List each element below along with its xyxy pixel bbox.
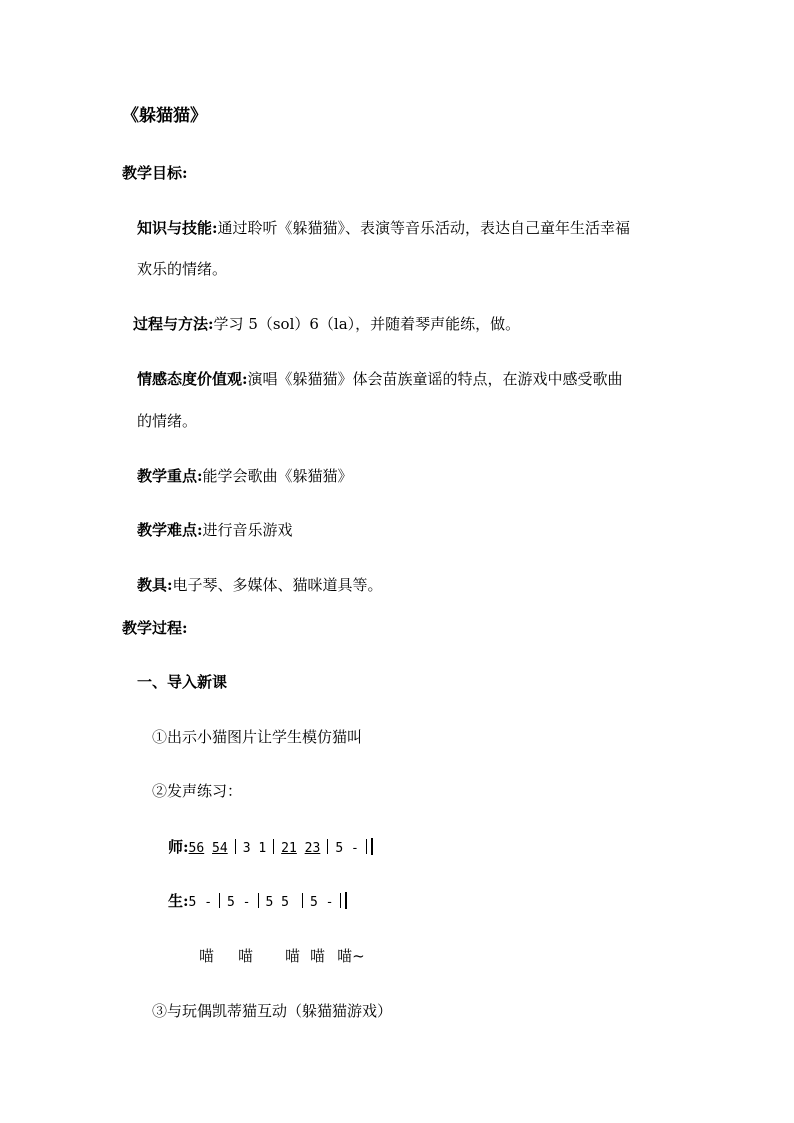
knowledge-label: 知识与技能:: [137, 219, 218, 237]
key-point-label: 教学重点:: [137, 467, 203, 485]
tools-paragraph: [137, 575, 383, 595]
objectives-heading: 教学目标:: [122, 164, 188, 182]
difficulty-paragraph: [137, 520, 293, 540]
bar-line: [327, 839, 328, 854]
process-heading: 教学过程:: [122, 619, 188, 637]
notation-note-group: 56: [188, 841, 205, 856]
tools-label: 教具:: [137, 576, 173, 594]
bar-line: [340, 893, 341, 908]
student-label: 生:: [168, 892, 189, 910]
process-method-label: 过程与方法:: [133, 315, 214, 333]
notation-measure: 5 -: [310, 895, 334, 910]
lyric-syllable: 喵: [310, 947, 326, 965]
lyric-syllable: 喵: [238, 947, 254, 965]
key-point-paragraph: [137, 466, 353, 486]
section1-step1: ①出示小猫图片让学生模仿猫叫: [152, 728, 363, 746]
lyric-syllable: 喵: [285, 947, 301, 965]
student-notation-row: [168, 891, 347, 913]
difficulty-label: 教学难点:: [137, 521, 203, 539]
bar-line: [235, 839, 236, 854]
notation-measure: 3 1: [242, 841, 267, 856]
section1-step2: ②发声练习：: [152, 782, 243, 800]
tools-text: 电子琴、多媒体、猫咪道具等。: [172, 576, 383, 594]
lyric-syllable: 喵: [199, 947, 215, 965]
document-title: 《躲猫猫》: [122, 106, 207, 126]
emotion-label: 情感态度价值观:: [137, 370, 248, 388]
section1-step3: ③与玩偶凯蒂猫互动（躲猫猫游戏）: [152, 1002, 393, 1020]
knowledge-text: 通过聆听《躲猫猫》、表演等音乐活动，表达自己童年生活幸福: [217, 219, 631, 237]
knowledge-paragraph: [137, 218, 630, 238]
lyric-syllable: 喵~: [337, 947, 365, 965]
emotion-text-continued: 的情绪。: [137, 412, 198, 430]
notation-measure: 5 -: [335, 841, 359, 856]
notation-measure: [189, 841, 228, 856]
notation-note-group: 54: [212, 841, 228, 856]
process-method-text: 学习 5（sol）6（la），并随着琴声能练，做。: [213, 315, 521, 333]
knowledge-text-continued: 欢乐的情绪。: [137, 260, 228, 278]
emotion-paragraph: [137, 369, 623, 389]
bar-line: [302, 893, 303, 908]
bar-line: [219, 893, 220, 908]
key-point-text: 能学会歌曲《躲猫猫》: [202, 467, 353, 485]
process-method-paragraph: [133, 314, 520, 334]
bar-line: [273, 839, 274, 854]
emotion-text: 演唱《躲猫猫》体会苗族童谣的特点，在游戏中感受歌曲: [247, 370, 623, 388]
notation-measure: 5 -: [188, 895, 213, 910]
notation-note-group: 21: [281, 841, 297, 856]
section1-heading: 一、导入新课: [137, 673, 228, 691]
final-bar-line: [371, 838, 373, 855]
notation-measure: 5 5: [265, 895, 289, 910]
notation-measure: 5 -: [227, 895, 251, 910]
teacher-notation-row: [168, 837, 373, 859]
teacher-label: 师:: [168, 838, 189, 856]
final-bar-line: [345, 892, 347, 909]
lyrics-row: [199, 946, 365, 966]
bar-line: [366, 839, 367, 854]
bar-line: [258, 893, 259, 908]
notation-measure: [281, 841, 320, 856]
difficulty-text: 进行音乐游戏: [202, 521, 293, 539]
notation-note-group: 23: [304, 841, 321, 856]
